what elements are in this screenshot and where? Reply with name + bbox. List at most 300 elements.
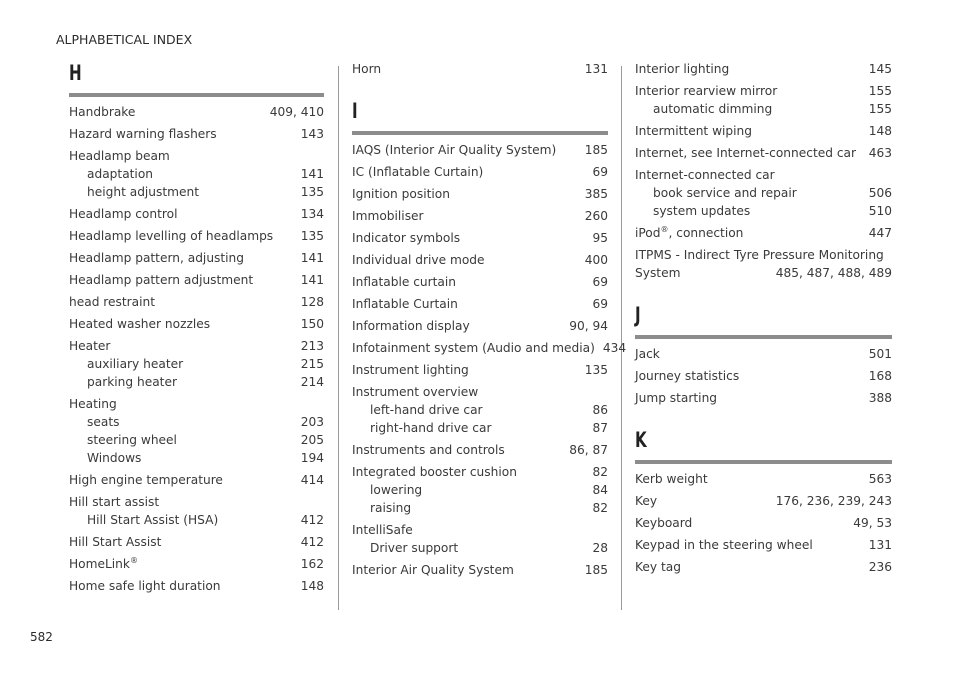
entry-row <box>635 166 892 184</box>
entry-term-text: Interior rearview mirror <box>635 84 778 98</box>
entry-term-text: Instruments and controls <box>352 443 505 457</box>
entry-pages: 463 <box>868 146 892 160</box>
entry-term <box>69 395 117 413</box>
index-column-1 <box>69 60 324 599</box>
entry-term <box>635 60 729 78</box>
sub-entry-row <box>69 431 324 449</box>
index-entry <box>69 125 324 143</box>
entry-row <box>352 561 608 579</box>
entry-term-text: High engine temperature <box>69 473 223 487</box>
index-entry <box>69 293 324 311</box>
page-header: ALPHABETICAL INDEX <box>56 32 193 47</box>
entry-term-text: HomeLink <box>69 557 130 571</box>
entry-term <box>352 561 514 579</box>
entry-term <box>352 163 483 181</box>
index-entry <box>635 144 892 162</box>
sub-entry-term: Hill Start Assist (HSA) <box>87 513 219 527</box>
sub-entry-row <box>635 202 892 220</box>
index-entry <box>352 441 608 459</box>
entry-pages: 141 <box>300 251 324 265</box>
entry-pages: 434 <box>602 341 627 355</box>
entry-term-text: Key <box>635 494 658 508</box>
entry-term-text: IntelliSafe <box>352 523 413 537</box>
sub-entry-row <box>69 449 324 467</box>
section-rule <box>352 131 608 135</box>
registered-mark: ® <box>660 224 669 234</box>
sub-entry-term: seats <box>87 415 120 429</box>
sub-entry-pages: 84 <box>592 483 608 497</box>
entry-pages: 131 <box>584 62 608 76</box>
sub-entry-pages: 506 <box>868 186 892 200</box>
entry-row <box>635 536 892 554</box>
entry-term <box>635 470 708 488</box>
entry-row <box>352 339 627 357</box>
index-entry <box>352 561 608 579</box>
sub-entry-pages: 141 <box>300 167 324 181</box>
entry-pages: 236 <box>868 560 892 574</box>
sub-entry-row <box>69 373 324 391</box>
entry-term-text: Immobiliser <box>352 209 424 223</box>
entry-term-text: Interior Air Quality System <box>352 563 514 577</box>
entry-term <box>352 185 450 203</box>
entry-term-text: Kerb weight <box>635 472 708 486</box>
entry-term-text: Headlamp pattern, adjusting <box>69 251 245 265</box>
index-section <box>635 302 892 407</box>
entry-pages: 162 <box>300 557 324 571</box>
entry-term-text: Information display <box>352 319 470 333</box>
index-entry <box>69 227 324 245</box>
section-letter: K <box>635 428 647 452</box>
entry-pages: 134 <box>300 207 324 221</box>
entry-row <box>352 521 608 539</box>
index-entry <box>69 493 324 529</box>
entry-pages: 148 <box>300 579 324 593</box>
column-divider <box>621 66 622 610</box>
entry-term <box>352 295 458 313</box>
entry-term <box>635 345 660 363</box>
index-entry <box>352 207 608 225</box>
entry-term-text: Key tag <box>635 560 681 574</box>
entry-row <box>352 229 608 247</box>
entry-term <box>635 536 813 554</box>
entry-term <box>352 339 595 357</box>
sub-entry-row <box>69 165 324 183</box>
entry-row <box>69 315 324 333</box>
entry-term-text: Internet-connected car <box>635 168 775 182</box>
sub-entry-term: adaptation <box>87 167 154 181</box>
entry-term-text: Individual drive mode <box>352 253 485 267</box>
entry-term <box>69 315 210 333</box>
index-entry <box>352 361 608 379</box>
entry-term-text: Infotainment system (Audio and media) <box>352 341 595 355</box>
index-entry <box>69 533 324 551</box>
entry-row <box>69 577 324 595</box>
entry-row <box>352 273 608 291</box>
entry-row <box>635 514 892 532</box>
sub-entry-row <box>635 184 892 202</box>
entry-term-continued: System <box>635 266 681 280</box>
entry-term-text: Interior lighting <box>635 62 730 76</box>
entry-term <box>635 144 856 162</box>
index-entry <box>352 317 608 335</box>
entry-row <box>352 141 608 159</box>
entry-term-text: IAQS (Interior Air Quality System) <box>352 143 557 157</box>
entry-term-text: Headlamp levelling of headlamps <box>69 229 274 243</box>
entry-term <box>69 471 223 489</box>
sub-entry-row <box>635 100 892 118</box>
sub-entry-term: steering wheel <box>87 433 177 447</box>
entry-row <box>69 103 324 121</box>
entry-term <box>69 271 253 289</box>
sub-entry-row <box>352 401 608 419</box>
entry-pages: 128 <box>300 295 324 309</box>
index-entry <box>352 251 608 269</box>
entry-term-text: Heating <box>69 397 117 411</box>
entry-term-text: Heated washer nozzles <box>69 317 211 331</box>
entry-pages: 90, 94 <box>569 319 608 333</box>
entry-row <box>635 470 892 488</box>
entry-term <box>69 555 138 573</box>
index-entry <box>352 273 608 291</box>
index-entry <box>635 224 892 242</box>
sub-entry-pages: 205 <box>300 433 324 447</box>
sub-entry-term: lowering <box>370 483 423 497</box>
index-column-2 <box>352 60 627 583</box>
entry-term <box>69 249 244 267</box>
entry-pages: 150 <box>300 317 324 331</box>
entry-term-text: Inflatable Curtain <box>352 297 458 311</box>
index-entry <box>352 229 608 247</box>
entry-pages: 213 <box>300 339 324 353</box>
sub-entry-term: system updates <box>653 204 751 218</box>
entry-row <box>352 163 608 181</box>
sub-entry-pages: 28 <box>592 541 608 555</box>
entry-row <box>635 345 892 363</box>
section-rule <box>69 93 324 97</box>
section-rule <box>635 460 892 464</box>
entry-term-text: Instrument lighting <box>352 363 469 377</box>
entry-term-text: Jump starting <box>635 391 718 405</box>
entry-term-text: Internet, see Internet-connected car <box>635 146 857 160</box>
entry-term <box>352 273 456 291</box>
entry-term-text: Hill Start Assist <box>69 535 162 549</box>
entry-pages: 385 <box>584 187 608 201</box>
index-entry <box>352 295 608 313</box>
entry-pages: 388 <box>868 391 892 405</box>
sub-entry-pages: 87 <box>592 421 608 435</box>
entry-pages: 260 <box>584 209 608 223</box>
entry-term <box>635 122 752 140</box>
entry-term <box>635 514 692 532</box>
entry-term <box>352 463 517 481</box>
entry-term <box>352 441 505 459</box>
index-entry <box>69 577 324 595</box>
entry-term-text: Inflatable curtain <box>352 275 456 289</box>
sub-entry-term: auxiliary heater <box>87 357 184 371</box>
entry-term <box>352 251 485 269</box>
sub-entry-row <box>69 511 324 529</box>
entry-term <box>69 227 273 245</box>
entry-row <box>352 463 608 481</box>
section-letter: I <box>352 99 358 123</box>
index-entry <box>635 122 892 140</box>
entry-pages: 69 <box>592 165 608 179</box>
sub-entry-pages: 194 <box>300 451 324 465</box>
entry-row <box>635 492 892 510</box>
registered-mark: ® <box>129 555 138 565</box>
entry-term-text: Keyboard <box>635 516 693 530</box>
entry-row <box>69 227 324 245</box>
entry-pages: 563 <box>868 472 892 486</box>
index-entry <box>69 147 324 201</box>
entry-term <box>635 82 777 100</box>
entry-row-continued <box>635 264 892 282</box>
sub-entry-pages: 214 <box>300 375 324 389</box>
entry-row <box>352 441 608 459</box>
entry-row <box>352 251 608 269</box>
index-section <box>352 60 608 78</box>
index-entry <box>69 337 324 391</box>
entry-term <box>635 166 775 184</box>
index-section <box>69 60 324 595</box>
entry-pages: 69 <box>592 297 608 311</box>
index-entry <box>635 367 892 385</box>
entry-row <box>352 383 608 401</box>
entry-pages: 49, 53 <box>853 516 892 530</box>
entry-pages: 185 <box>584 563 608 577</box>
index-entry <box>352 60 608 78</box>
entry-pages: 95 <box>592 231 608 245</box>
entry-term <box>69 533 161 551</box>
sub-entry-term: parking heater <box>87 375 177 389</box>
entry-term <box>352 229 460 247</box>
sub-entry-row <box>352 419 608 437</box>
entry-term <box>69 125 217 143</box>
index-entry <box>69 555 324 573</box>
sub-entry-pages: 135 <box>300 185 324 199</box>
entry-pages: 400 <box>584 253 608 267</box>
entry-term <box>352 60 381 78</box>
entry-row <box>635 122 892 140</box>
entry-pages: 145 <box>868 62 892 76</box>
entry-row <box>69 205 324 223</box>
sub-entry-row <box>352 499 608 517</box>
section-letter: H <box>69 61 82 85</box>
entry-term <box>352 141 556 159</box>
sub-entry-pages: 215 <box>300 357 324 371</box>
entry-term-text: Keypad in the steering wheel <box>635 538 813 552</box>
sub-entry-term: height adjustment <box>87 185 200 199</box>
index-entry <box>635 514 892 532</box>
sub-entry-row <box>69 355 324 373</box>
entry-term-text: Horn <box>352 62 382 76</box>
index-entry <box>69 205 324 223</box>
index-entry <box>635 470 892 488</box>
entry-row <box>352 317 608 335</box>
index-entry <box>69 103 324 121</box>
entry-row <box>352 361 608 379</box>
entry-term-text: Intermittent wiping <box>635 124 753 138</box>
index-section <box>635 427 892 576</box>
index-entry <box>69 249 324 267</box>
index-entry <box>352 185 608 203</box>
entry-row <box>352 185 608 203</box>
entry-pages: 69 <box>592 275 608 289</box>
entry-term <box>635 367 739 385</box>
entry-term <box>69 205 177 223</box>
entry-row <box>635 224 892 242</box>
entry-row <box>352 60 608 78</box>
index-entry <box>635 60 892 78</box>
entry-row <box>69 249 324 267</box>
sub-entry-term: left-hand drive car <box>370 403 483 417</box>
index-entry <box>352 141 608 159</box>
sub-entry-term: right-hand drive car <box>370 421 492 435</box>
entry-row <box>69 125 324 143</box>
index-entry <box>635 492 892 510</box>
entry-row <box>69 555 324 573</box>
sub-entry-pages: 412 <box>300 513 324 527</box>
entry-row <box>352 207 608 225</box>
entry-row <box>635 246 892 264</box>
entry-row <box>635 558 892 576</box>
index-entry <box>635 389 892 407</box>
entry-term-text: head restraint <box>69 295 156 309</box>
column-divider <box>338 66 339 610</box>
entry-pages: 135 <box>300 229 324 243</box>
entry-row <box>69 147 324 165</box>
index-section <box>352 98 627 579</box>
index-entry <box>69 315 324 333</box>
sub-entry-row <box>69 183 324 201</box>
entry-row <box>69 493 324 511</box>
sub-entry-term: automatic dimming <box>653 102 773 116</box>
entry-pages: 131 <box>868 538 892 552</box>
entry-row <box>69 471 324 489</box>
entry-term-text: Instrument overview <box>352 385 479 399</box>
entry-term <box>635 389 717 407</box>
entry-pages: 168 <box>868 369 892 383</box>
section-letter: J <box>635 303 641 327</box>
index-entry <box>635 345 892 363</box>
page-number: 582 <box>30 630 53 644</box>
entry-pages: 148 <box>868 124 892 138</box>
index-entry <box>635 166 892 220</box>
entry-row <box>635 82 892 100</box>
sub-entry-row <box>352 539 608 557</box>
entry-term <box>635 558 681 576</box>
entry-row <box>635 144 892 162</box>
entry-term <box>352 521 413 539</box>
entry-pages: 185 <box>584 143 608 157</box>
entry-term-text: IC (Inflatable Curtain) <box>352 165 484 179</box>
entry-term <box>69 493 159 511</box>
sub-entry-row <box>352 481 608 499</box>
entry-term-text: Handbrake <box>69 105 136 119</box>
entry-pages: 447 <box>868 226 892 240</box>
entry-term <box>635 224 743 242</box>
index-entry <box>69 471 324 489</box>
index-entry <box>69 271 324 289</box>
entry-pages: 143 <box>300 127 324 141</box>
entry-row <box>635 389 892 407</box>
entry-term-text: Jack <box>635 347 660 361</box>
index-entry <box>69 395 324 467</box>
entry-term <box>69 577 221 595</box>
index-section <box>635 60 892 282</box>
entry-pages: 485, 487, 488, 489 <box>775 266 892 280</box>
index-column-3 <box>635 60 892 580</box>
entry-term-text: ITPMS - Indirect Tyre Pressure Monitoring <box>635 248 884 262</box>
entry-term <box>352 361 469 379</box>
entry-term-text: Ignition position <box>352 187 450 201</box>
sub-entry-pages: 203 <box>300 415 324 429</box>
entry-pages: 176, 236, 239, 243 <box>775 494 892 508</box>
sub-entry-row <box>69 413 324 431</box>
entry-term-text: Hazard warning flashers <box>69 127 217 141</box>
entry-term-suffix: , connection <box>668 226 744 240</box>
entry-row <box>69 395 324 413</box>
entry-term <box>352 383 478 401</box>
index-entry <box>352 163 608 181</box>
entry-pages: 155 <box>868 84 892 98</box>
sub-entry-term: raising <box>370 501 412 515</box>
entry-term-text: Integrated booster cushion <box>352 465 517 479</box>
entry-term-text: Journey statistics <box>635 369 740 383</box>
entry-term-text: Hill start assist <box>69 495 160 509</box>
sub-entry-pages: 510 <box>868 204 892 218</box>
entry-term-text: Heater <box>69 339 111 353</box>
entry-pages: 86, 87 <box>569 443 608 457</box>
entry-term <box>352 317 470 335</box>
entry-term <box>635 246 884 264</box>
entry-pages: 135 <box>584 363 608 377</box>
entry-term-text: iPod <box>635 226 661 240</box>
entry-pages: 412 <box>300 535 324 549</box>
entry-term <box>352 207 424 225</box>
entry-row <box>69 337 324 355</box>
entry-pages: 82 <box>592 465 608 479</box>
entry-term <box>69 337 110 355</box>
entry-row <box>635 367 892 385</box>
sub-entry-pages: 82 <box>592 501 608 515</box>
entry-pages: 414 <box>300 473 324 487</box>
entry-term-text: Headlamp pattern adjustment <box>69 273 254 287</box>
index-entry <box>352 521 608 557</box>
index-entry <box>635 82 892 118</box>
index-entry <box>635 558 892 576</box>
entry-row <box>69 533 324 551</box>
index-entry <box>352 463 608 517</box>
entry-term-text: Headlamp control <box>69 207 178 221</box>
index-entry <box>352 383 608 437</box>
entry-row <box>635 60 892 78</box>
sub-entry-pages: 86 <box>592 403 608 417</box>
entry-term <box>635 492 657 510</box>
entry-term-text: Headlamp beam <box>69 149 170 163</box>
sub-entry-term: book service and repair <box>653 186 797 200</box>
entry-term <box>69 147 170 165</box>
entry-pages: 141 <box>300 273 324 287</box>
entry-row <box>352 295 608 313</box>
entry-row <box>69 293 324 311</box>
sub-entry-term: Windows <box>87 451 142 465</box>
entry-term <box>69 103 135 121</box>
entry-row <box>69 271 324 289</box>
index-entry <box>635 246 892 282</box>
index-entry <box>352 339 627 357</box>
section-rule <box>635 335 892 339</box>
